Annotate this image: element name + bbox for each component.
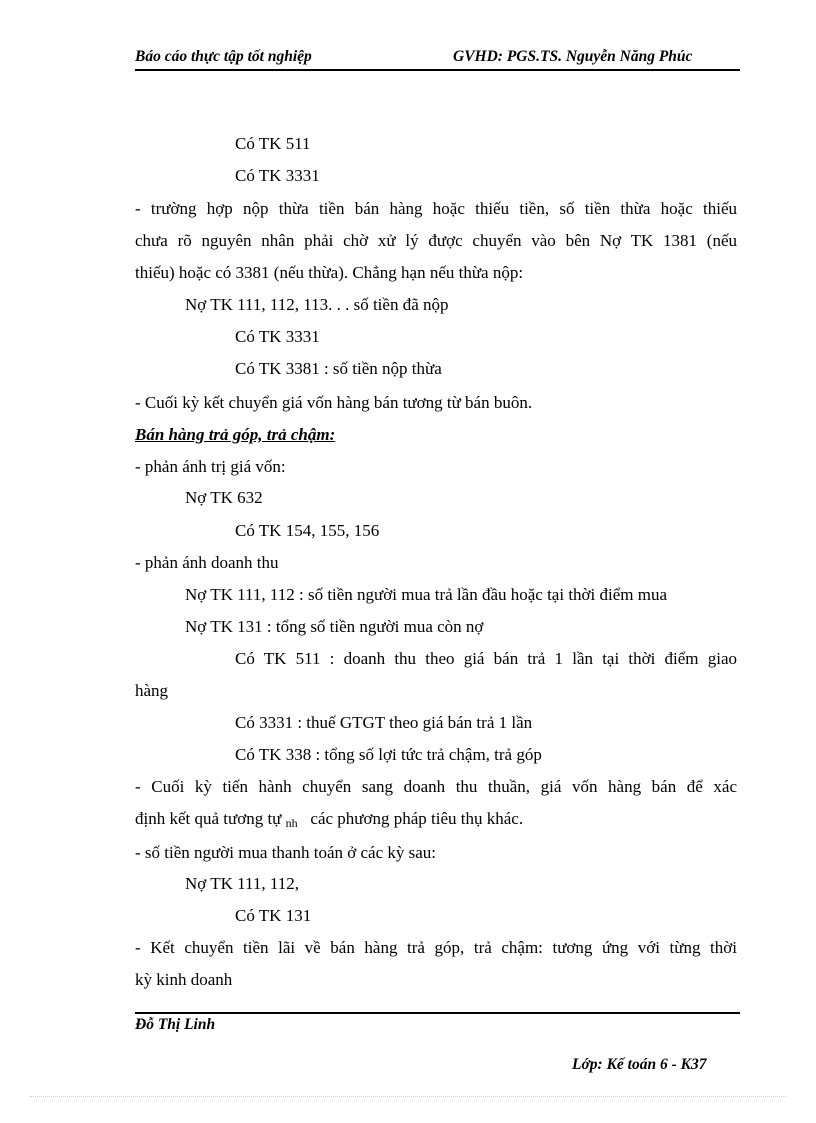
text-line: thiếu) hoặc có 3381 (nếu thừa). Chẳng hạn nếu thừa nộp: [135,263,524,282]
section-heading: Bán hàng trả góp, trả chậm: [135,425,336,444]
text-line: - Cuối kỳ tiến hành chuyển sang doanh thu thuần, giá vốn hàng bán để xác [135,777,737,796]
text-line: Nợ TK 111, 112, 113. . . số tiền đã nộp [185,295,449,314]
page-edge-divider [30,1096,786,1097]
text-line: Có TK 131 [235,906,312,925]
report-title: Báo cáo thực tập tốt nghiệp [135,48,312,65]
text-line: Nợ TK 131 : tổng số tiền người mua còn nợ [185,617,484,636]
text-fragment: các phương pháp tiêu thụ khác. [310,809,524,828]
text-line: - Cuối kỳ kết chuyển giá vốn hàng bán tương từ bán buôn. [135,393,533,412]
author-name: Đỗ Thị Linh [135,1016,216,1033]
text-line: - phản ánh doanh thu [135,553,279,572]
text-line: Có TK 3381 : số tiền nộp thừa [235,359,442,378]
page-header [135,47,740,71]
text-line: Có 3331 : thuế GTGT theo giá bán trả 1 lần [235,713,533,732]
stray-text: nh [285,816,298,830]
text-line: Có TK 154, 155, 156 [235,521,380,540]
text-line: Nợ TK 111, 112 : số tiền người mua trả lần đầu hoặc tại thời điểm mua [185,585,668,604]
text-line: Có TK 338 : tổng số lợi tức trả chậm, trả góp [235,745,542,764]
text-fragment: định kết quả tương tự [135,809,282,828]
text-line: - Kết chuyển tiền lãi về bán hàng trả góp, trả chậm: tương ứng với từng thời [135,938,737,957]
text-line: - phản ánh trị giá vốn: [135,457,286,476]
supervisor-name: GVHD: PGS.TS. Nguyễn Năng Phúc [453,48,693,65]
text-line: Nợ TK 111, 112, [185,874,299,893]
text-line: chưa rõ nguyên nhân phải chờ xử lý được chuyển vào bên Nợ TK 1381 (nếu [135,231,737,250]
text-line: kỳ kinh doanh [135,970,233,989]
text-line: - trường hợp nộp thừa tiền bán hàng hoặc thiếu tiền, số tiền thừa hoặc thiếu [135,199,737,218]
footer-divider [135,1012,740,1014]
text-line: Có TK 511 : doanh thu theo giá bán trả 1 lần tại thời điểm giao [235,649,737,668]
text-line [135,808,523,831]
text-line: - số tiền người mua thanh toán ở các kỳ sau: [135,843,437,862]
text-line: Có TK 3331 [235,327,320,346]
text-line: hàng [135,681,169,700]
class-label: Lớp: Kế toán 6 - K37 [572,1056,707,1073]
text-line: Có TK 511 [235,134,311,153]
text-line: Nợ TK 632 [185,488,263,507]
text-line: Có TK 3331 [235,166,320,185]
